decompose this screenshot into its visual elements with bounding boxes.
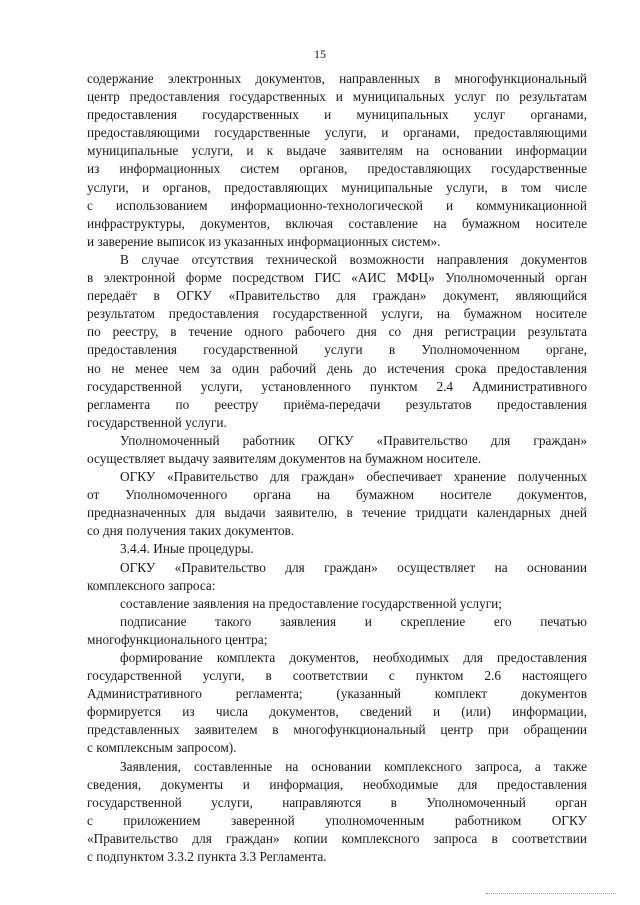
text-line: центр предоставления государственных и муниципальных услуг по результатам — [87, 89, 587, 105]
text-line: с подпунктом 3.3.2 пункта 3.3 Регламента. — [87, 849, 327, 865]
text-line: предоставления государственных и муниципальных услуг органами, — [87, 107, 587, 123]
text-line: муниципальные услуги, и к выдаче заявителям на основании информации — [87, 143, 587, 159]
text-line: 3.4.4. Иные процедуры. — [120, 541, 254, 557]
text-line: Заявления, составленные на основании комплексного запроса, а также — [120, 758, 587, 774]
text-line: Уполномоченный работник ОГКУ «Правительство для граждан» — [120, 432, 587, 448]
text-line: государственной услуги, в соответствии с пунктом 2.6 настоящего — [87, 668, 587, 684]
text-line: результатом предоставления государственной услуги, на бумажном носителе — [87, 306, 587, 322]
text-line: государственной услуги. — [87, 414, 227, 430]
text-line: предназначенных для выдачи заявителю, в течение тридцати календарных дней — [87, 505, 587, 521]
text-line: с приложением заверенной уполномоченным работником ОГКУ — [87, 812, 587, 828]
text-line: формирование комплекта документов, необходимых для предоставления — [120, 650, 587, 665]
text-line: комплексного запроса: — [87, 577, 216, 593]
text-line: по реестру, в течение одного рабочего дня со дня регистрации результата — [87, 324, 587, 340]
text-line: подписание такого заявления и скрепление его печатью — [120, 613, 587, 629]
text-line: составление заявления на предоставление государственной услуги; — [120, 595, 502, 611]
text-line: ОГКУ «Правительство для граждан» осуществляет на основании — [120, 559, 587, 575]
text-line: но не менее чем за один рабочий день до истечения срока предоставления — [87, 360, 587, 376]
footer-dotted-rule — [486, 893, 616, 894]
text-line: ОГКУ «Правительство для граждан» обеспечивает хранение полученных — [120, 469, 587, 485]
text-line: инфраструктуры, документов, включая составление на бумажном носителе — [87, 215, 587, 231]
text-line: в электронной форме посредством ГИС «АИС МФЦ» Уполномоченный орган — [87, 270, 587, 286]
text-line: «Правительство для граждан» копии комплексного запроса в соответствии — [87, 830, 587, 846]
text-line: из информационных систем органов, предоставляющих государственные — [87, 161, 587, 177]
text-line: услуги, и органов, предоставляющих муниципальные услуги, в том числе — [87, 179, 587, 195]
text-line: осуществляет выдачу заявителям документов на бумажном носителе. — [87, 450, 482, 466]
text-line: государственной услуги, установленного пунктом 2.4 Административного — [87, 378, 587, 394]
text-line: представленных заявителем в многофункциональный центр при обращении — [87, 722, 587, 738]
text-line: от Уполномоченного органа на бумажном носителе документов, — [87, 487, 587, 503]
text-line: со дня получения таких документов. — [87, 523, 295, 539]
text-line: формируется из числа документов, сведений и (или) информации, — [87, 704, 587, 720]
text-line: многофункционального центра; — [87, 631, 268, 647]
text-line: и заверение выписок из указанных информационных систем». — [87, 233, 441, 249]
text-line: с использованием информационно-технологической и коммуникационной — [87, 197, 587, 213]
text-line: предоставления государственной услуги в Уполномоченном органе, — [87, 342, 587, 358]
page-number: 15 — [314, 47, 326, 61]
text-line: сведения, документы и информация, необходимые для предоставления — [87, 776, 587, 792]
text-line: Административного регламента; (указанный комплект документов — [87, 686, 587, 702]
text-line: передаёт в ОГКУ «Правительство для граждан» документ, являющийся — [87, 288, 587, 304]
text-line: предоставляющими государственные услуги, и органами, предоставляющими — [87, 125, 587, 141]
document-body — [87, 70, 587, 866]
text-line: государственной услуги, направляются в Уполномоченный орган — [87, 794, 587, 810]
text-line: регламента по реестру приёма-передачи результатов предоставления — [87, 396, 587, 412]
text-line: с комплексным запросом). — [87, 740, 237, 756]
text-line: В случае отсутствия технической возможности направления документов — [120, 251, 587, 267]
text-line: содержание электронных документов, направленных в многофункциональный — [87, 71, 587, 86]
